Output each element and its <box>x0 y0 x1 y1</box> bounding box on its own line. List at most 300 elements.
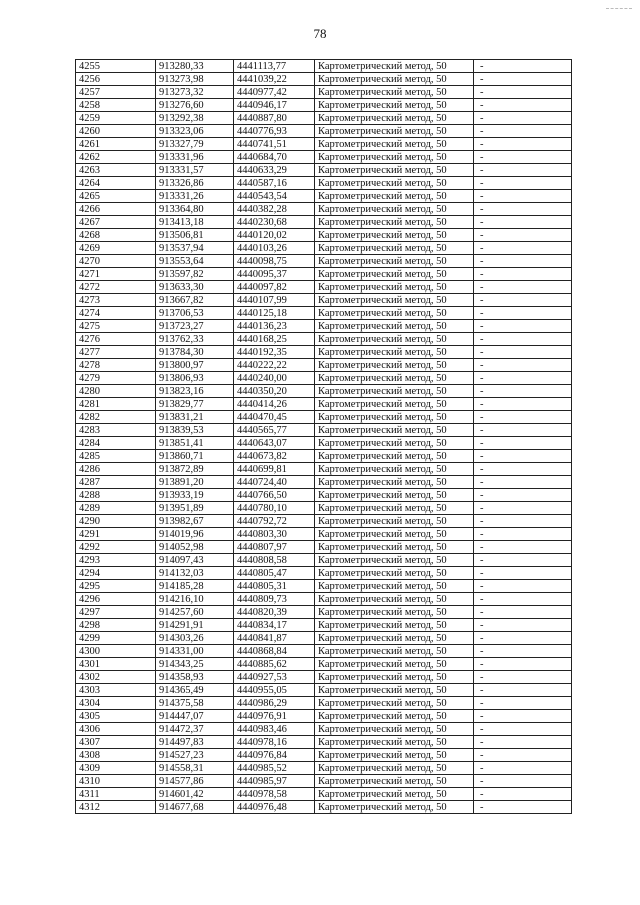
description-cell: - <box>474 658 572 671</box>
table-row <box>76 801 572 814</box>
x-coordinate-cell: 914019,96 <box>156 528 234 541</box>
coordinates-table-container <box>75 59 572 814</box>
table-row <box>76 86 572 99</box>
y-coordinate-cell: 4440976,48 <box>234 801 315 814</box>
y-coordinate-cell: 4440955,05 <box>234 684 315 697</box>
method-cell: Картометрический метод, 50 <box>315 528 474 541</box>
x-coordinate-cell: 913806,93 <box>156 372 234 385</box>
method-cell: Картометрический метод, 50 <box>315 684 474 697</box>
y-coordinate-cell: 4440927,53 <box>234 671 315 684</box>
description-cell: - <box>474 489 572 502</box>
x-coordinate-cell: 913537,94 <box>156 242 234 255</box>
y-coordinate-cell: 4440103,26 <box>234 242 315 255</box>
scan-mark <box>606 8 632 10</box>
description-cell: - <box>474 606 572 619</box>
table-row <box>76 138 572 151</box>
point-number-cell: 4277 <box>76 346 156 359</box>
x-coordinate-cell: 913276,60 <box>156 99 234 112</box>
table-row <box>76 164 572 177</box>
description-cell: - <box>474 801 572 814</box>
x-coordinate-cell: 913951,89 <box>156 502 234 515</box>
table-row <box>76 593 572 606</box>
table-row <box>76 788 572 801</box>
y-coordinate-cell: 4440803,30 <box>234 528 315 541</box>
point-number-cell: 4256 <box>76 73 156 86</box>
description-cell: - <box>474 710 572 723</box>
y-coordinate-cell: 4440805,31 <box>234 580 315 593</box>
y-coordinate-cell: 4440097,82 <box>234 281 315 294</box>
y-coordinate-cell: 4440885,62 <box>234 658 315 671</box>
x-coordinate-cell: 914497,83 <box>156 736 234 749</box>
table-row <box>76 736 572 749</box>
table-row <box>76 762 572 775</box>
point-number-cell: 4304 <box>76 697 156 710</box>
x-coordinate-cell: 913327,79 <box>156 138 234 151</box>
method-cell: Картометрический метод, 50 <box>315 398 474 411</box>
point-number-cell: 4255 <box>76 60 156 73</box>
x-coordinate-cell: 914257,60 <box>156 606 234 619</box>
description-cell: - <box>474 138 572 151</box>
point-number-cell: 4263 <box>76 164 156 177</box>
y-coordinate-cell: 4440978,58 <box>234 788 315 801</box>
method-cell: Картометрический метод, 50 <box>315 216 474 229</box>
table-row <box>76 749 572 762</box>
y-coordinate-cell: 4440985,52 <box>234 762 315 775</box>
point-number-cell: 4309 <box>76 762 156 775</box>
method-cell: Картометрический метод, 50 <box>315 320 474 333</box>
x-coordinate-cell: 913860,71 <box>156 450 234 463</box>
y-coordinate-cell: 4440841,87 <box>234 632 315 645</box>
table-row <box>76 229 572 242</box>
method-cell: Картометрический метод, 50 <box>315 502 474 515</box>
x-coordinate-cell: 913762,33 <box>156 333 234 346</box>
x-coordinate-cell: 914472,37 <box>156 723 234 736</box>
description-cell: - <box>474 294 572 307</box>
y-coordinate-cell: 4440983,46 <box>234 723 315 736</box>
description-cell: - <box>474 749 572 762</box>
coordinates-table-body <box>76 60 572 814</box>
y-coordinate-cell: 4440543,54 <box>234 190 315 203</box>
description-cell: - <box>474 424 572 437</box>
point-number-cell: 4267 <box>76 216 156 229</box>
point-number-cell: 4285 <box>76 450 156 463</box>
y-coordinate-cell: 4440382,28 <box>234 203 315 216</box>
table-row <box>76 281 572 294</box>
description-cell: - <box>474 619 572 632</box>
description-cell: - <box>474 203 572 216</box>
x-coordinate-cell: 914558,31 <box>156 762 234 775</box>
point-number-cell: 4283 <box>76 424 156 437</box>
method-cell: Картометрический метод, 50 <box>315 190 474 203</box>
table-row <box>76 125 572 138</box>
y-coordinate-cell: 4440792,72 <box>234 515 315 528</box>
x-coordinate-cell: 914375,58 <box>156 697 234 710</box>
point-number-cell: 4258 <box>76 99 156 112</box>
table-row <box>76 775 572 788</box>
point-number-cell: 4312 <box>76 801 156 814</box>
method-cell: Картометрический метод, 50 <box>315 554 474 567</box>
y-coordinate-cell: 4440136,23 <box>234 320 315 333</box>
point-number-cell: 4284 <box>76 437 156 450</box>
x-coordinate-cell: 913273,32 <box>156 86 234 99</box>
x-coordinate-cell: 914185,28 <box>156 580 234 593</box>
x-coordinate-cell: 914331,00 <box>156 645 234 658</box>
table-row <box>76 99 572 112</box>
x-coordinate-cell: 913723,27 <box>156 320 234 333</box>
point-number-cell: 4294 <box>76 567 156 580</box>
method-cell: Картометрический метод, 50 <box>315 645 474 658</box>
table-row <box>76 177 572 190</box>
point-number-cell: 4259 <box>76 112 156 125</box>
table-row <box>76 203 572 216</box>
table-row <box>76 255 572 268</box>
point-number-cell: 4297 <box>76 606 156 619</box>
y-coordinate-cell: 4440805,47 <box>234 567 315 580</box>
description-cell: - <box>474 502 572 515</box>
y-coordinate-cell: 4440976,91 <box>234 710 315 723</box>
method-cell: Картометрический метод, 50 <box>315 736 474 749</box>
y-coordinate-cell: 4440820,39 <box>234 606 315 619</box>
description-cell: - <box>474 99 572 112</box>
y-coordinate-cell: 4440776,93 <box>234 125 315 138</box>
point-number-cell: 4306 <box>76 723 156 736</box>
y-coordinate-cell: 4440946,17 <box>234 99 315 112</box>
point-number-cell: 4300 <box>76 645 156 658</box>
table-row <box>76 567 572 580</box>
method-cell: Картометрический метод, 50 <box>315 593 474 606</box>
method-cell: Картометрический метод, 50 <box>315 333 474 346</box>
table-row <box>76 554 572 567</box>
method-cell: Картометрический метод, 50 <box>315 489 474 502</box>
x-coordinate-cell: 914132,03 <box>156 567 234 580</box>
y-coordinate-cell: 4440098,75 <box>234 255 315 268</box>
point-number-cell: 4291 <box>76 528 156 541</box>
method-cell: Картометрический метод, 50 <box>315 372 474 385</box>
description-cell: - <box>474 333 572 346</box>
table-row <box>76 398 572 411</box>
table-row <box>76 645 572 658</box>
y-coordinate-cell: 4440125,18 <box>234 307 315 320</box>
y-coordinate-cell: 4440168,25 <box>234 333 315 346</box>
method-cell: Картометрический метод, 50 <box>315 567 474 580</box>
y-coordinate-cell: 4440977,42 <box>234 86 315 99</box>
y-coordinate-cell: 4440724,40 <box>234 476 315 489</box>
description-cell: - <box>474 580 572 593</box>
x-coordinate-cell: 914216,10 <box>156 593 234 606</box>
y-coordinate-cell: 4440741,51 <box>234 138 315 151</box>
table-row <box>76 372 572 385</box>
point-number-cell: 4299 <box>76 632 156 645</box>
method-cell: Картометрический метод, 50 <box>315 346 474 359</box>
description-cell: - <box>474 398 572 411</box>
y-coordinate-cell: 4441113,77 <box>234 60 315 73</box>
x-coordinate-cell: 913851,41 <box>156 437 234 450</box>
y-coordinate-cell: 4440350,20 <box>234 385 315 398</box>
point-number-cell: 4279 <box>76 372 156 385</box>
y-coordinate-cell: 4440643,07 <box>234 437 315 450</box>
description-cell: - <box>474 450 572 463</box>
description-cell: - <box>474 554 572 567</box>
description-cell: - <box>474 593 572 606</box>
point-number-cell: 4280 <box>76 385 156 398</box>
method-cell: Картометрический метод, 50 <box>315 450 474 463</box>
x-coordinate-cell: 914601,42 <box>156 788 234 801</box>
method-cell: Картометрический метод, 50 <box>315 476 474 489</box>
x-coordinate-cell: 913800,97 <box>156 359 234 372</box>
point-number-cell: 4262 <box>76 151 156 164</box>
method-cell: Картометрический метод, 50 <box>315 307 474 320</box>
point-number-cell: 4271 <box>76 268 156 281</box>
coordinates-table <box>75 59 572 814</box>
table-row <box>76 359 572 372</box>
description-cell: - <box>474 372 572 385</box>
method-cell: Картометрический метод, 50 <box>315 697 474 710</box>
table-row <box>76 502 572 515</box>
x-coordinate-cell: 913633,30 <box>156 281 234 294</box>
x-coordinate-cell: 913364,80 <box>156 203 234 216</box>
description-cell: - <box>474 567 572 580</box>
y-coordinate-cell: 4440986,29 <box>234 697 315 710</box>
description-cell: - <box>474 541 572 554</box>
y-coordinate-cell: 4440470,45 <box>234 411 315 424</box>
method-cell: Картометрический метод, 50 <box>315 177 474 190</box>
description-cell: - <box>474 281 572 294</box>
table-row <box>76 606 572 619</box>
x-coordinate-cell: 914447,07 <box>156 710 234 723</box>
table-row <box>76 684 572 697</box>
method-cell: Картометрический метод, 50 <box>315 112 474 125</box>
x-coordinate-cell: 913597,82 <box>156 268 234 281</box>
x-coordinate-cell: 913280,33 <box>156 60 234 73</box>
description-cell: - <box>474 723 572 736</box>
y-coordinate-cell: 4440565,77 <box>234 424 315 437</box>
table-row <box>76 710 572 723</box>
table-row <box>76 658 572 671</box>
description-cell: - <box>474 437 572 450</box>
table-row <box>76 671 572 684</box>
method-cell: Картометрический метод, 50 <box>315 359 474 372</box>
x-coordinate-cell: 914303,26 <box>156 632 234 645</box>
x-coordinate-cell: 914365,49 <box>156 684 234 697</box>
table-row <box>76 151 572 164</box>
x-coordinate-cell: 914577,86 <box>156 775 234 788</box>
table-row <box>76 476 572 489</box>
x-coordinate-cell: 914052,98 <box>156 541 234 554</box>
method-cell: Картометрический метод, 50 <box>315 294 474 307</box>
description-cell: - <box>474 671 572 684</box>
x-coordinate-cell: 913326,86 <box>156 177 234 190</box>
point-number-cell: 4268 <box>76 229 156 242</box>
point-number-cell: 4260 <box>76 125 156 138</box>
point-number-cell: 4307 <box>76 736 156 749</box>
y-coordinate-cell: 4440095,37 <box>234 268 315 281</box>
point-number-cell: 4295 <box>76 580 156 593</box>
method-cell: Картометрический метод, 50 <box>315 424 474 437</box>
x-coordinate-cell: 913829,77 <box>156 398 234 411</box>
table-row <box>76 463 572 476</box>
method-cell: Картометрический метод, 50 <box>315 385 474 398</box>
y-coordinate-cell: 4440780,10 <box>234 502 315 515</box>
method-cell: Картометрический метод, 50 <box>315 515 474 528</box>
table-row <box>76 294 572 307</box>
x-coordinate-cell: 913331,57 <box>156 164 234 177</box>
table-row <box>76 333 572 346</box>
table-row <box>76 450 572 463</box>
x-coordinate-cell: 913506,81 <box>156 229 234 242</box>
point-number-cell: 4286 <box>76 463 156 476</box>
point-number-cell: 4264 <box>76 177 156 190</box>
y-coordinate-cell: 4440809,73 <box>234 593 315 606</box>
x-coordinate-cell: 913331,26 <box>156 190 234 203</box>
table-row <box>76 73 572 86</box>
table-row <box>76 424 572 437</box>
table-row <box>76 112 572 125</box>
method-cell: Картометрический метод, 50 <box>315 125 474 138</box>
point-number-cell: 4292 <box>76 541 156 554</box>
description-cell: - <box>474 255 572 268</box>
description-cell: - <box>474 528 572 541</box>
table-row <box>76 697 572 710</box>
point-number-cell: 4282 <box>76 411 156 424</box>
method-cell: Картометрический метод, 50 <box>315 229 474 242</box>
description-cell: - <box>474 307 572 320</box>
description-cell: - <box>474 320 572 333</box>
point-number-cell: 4290 <box>76 515 156 528</box>
x-coordinate-cell: 914343,25 <box>156 658 234 671</box>
y-coordinate-cell: 4440673,82 <box>234 450 315 463</box>
table-row <box>76 619 572 632</box>
description-cell: - <box>474 645 572 658</box>
point-number-cell: 4298 <box>76 619 156 632</box>
table-row <box>76 385 572 398</box>
y-coordinate-cell: 4440107,99 <box>234 294 315 307</box>
y-coordinate-cell: 4440766,50 <box>234 489 315 502</box>
method-cell: Картометрический метод, 50 <box>315 255 474 268</box>
x-coordinate-cell: 913831,21 <box>156 411 234 424</box>
x-coordinate-cell: 913706,53 <box>156 307 234 320</box>
table-row <box>76 346 572 359</box>
method-cell: Картометрический метод, 50 <box>315 749 474 762</box>
y-coordinate-cell: 4440240,00 <box>234 372 315 385</box>
description-cell: - <box>474 73 572 86</box>
description-cell: - <box>474 112 572 125</box>
method-cell: Картометрический метод, 50 <box>315 710 474 723</box>
table-row <box>76 60 572 73</box>
table-row <box>76 515 572 528</box>
table-row <box>76 268 572 281</box>
table-row <box>76 411 572 424</box>
table-row <box>76 580 572 593</box>
point-number-cell: 4274 <box>76 307 156 320</box>
description-cell: - <box>474 762 572 775</box>
x-coordinate-cell: 913667,82 <box>156 294 234 307</box>
table-row <box>76 307 572 320</box>
method-cell: Картометрический метод, 50 <box>315 242 474 255</box>
y-coordinate-cell: 4440868,84 <box>234 645 315 658</box>
y-coordinate-cell: 4440633,29 <box>234 164 315 177</box>
x-coordinate-cell: 913933,19 <box>156 489 234 502</box>
y-coordinate-cell: 4440985,97 <box>234 775 315 788</box>
y-coordinate-cell: 4441039,22 <box>234 73 315 86</box>
description-cell: - <box>474 788 572 801</box>
point-number-cell: 4257 <box>76 86 156 99</box>
description-cell: - <box>474 190 572 203</box>
method-cell: Картометрический метод, 50 <box>315 164 474 177</box>
x-coordinate-cell: 913982,67 <box>156 515 234 528</box>
x-coordinate-cell: 914527,23 <box>156 749 234 762</box>
y-coordinate-cell: 4440222,22 <box>234 359 315 372</box>
method-cell: Картометрический метод, 50 <box>315 632 474 645</box>
point-number-cell: 4302 <box>76 671 156 684</box>
description-cell: - <box>474 86 572 99</box>
description-cell: - <box>474 125 572 138</box>
x-coordinate-cell: 913273,98 <box>156 73 234 86</box>
point-number-cell: 4266 <box>76 203 156 216</box>
point-number-cell: 4278 <box>76 359 156 372</box>
description-cell: - <box>474 268 572 281</box>
description-cell: - <box>474 515 572 528</box>
method-cell: Картометрический метод, 50 <box>315 580 474 593</box>
description-cell: - <box>474 632 572 645</box>
y-coordinate-cell: 4440976,84 <box>234 749 315 762</box>
description-cell: - <box>474 385 572 398</box>
table-row <box>76 242 572 255</box>
description-cell: - <box>474 177 572 190</box>
method-cell: Картометрический метод, 50 <box>315 723 474 736</box>
method-cell: Картометрический метод, 50 <box>315 762 474 775</box>
method-cell: Картометрический метод, 50 <box>315 86 474 99</box>
method-cell: Картометрический метод, 50 <box>315 606 474 619</box>
description-cell: - <box>474 463 572 476</box>
method-cell: Картометрический метод, 50 <box>315 463 474 476</box>
table-row <box>76 723 572 736</box>
description-cell: - <box>474 684 572 697</box>
point-number-cell: 4276 <box>76 333 156 346</box>
x-coordinate-cell: 914291,91 <box>156 619 234 632</box>
x-coordinate-cell: 913872,89 <box>156 463 234 476</box>
method-cell: Картометрический метод, 50 <box>315 73 474 86</box>
point-number-cell: 4310 <box>76 775 156 788</box>
y-coordinate-cell: 4440807,97 <box>234 541 315 554</box>
method-cell: Картометрический метод, 50 <box>315 151 474 164</box>
method-cell: Картометрический метод, 50 <box>315 788 474 801</box>
point-number-cell: 4272 <box>76 281 156 294</box>
method-cell: Картометрический метод, 50 <box>315 437 474 450</box>
y-coordinate-cell: 4440978,16 <box>234 736 315 749</box>
description-cell: - <box>474 242 572 255</box>
method-cell: Картометрический метод, 50 <box>315 671 474 684</box>
method-cell: Картометрический метод, 50 <box>315 619 474 632</box>
method-cell: Картометрический метод, 50 <box>315 775 474 788</box>
method-cell: Картометрический метод, 50 <box>315 658 474 671</box>
description-cell: - <box>474 346 572 359</box>
description-cell: - <box>474 697 572 710</box>
description-cell: - <box>474 216 572 229</box>
method-cell: Картометрический метод, 50 <box>315 541 474 554</box>
description-cell: - <box>474 164 572 177</box>
y-coordinate-cell: 4440699,81 <box>234 463 315 476</box>
description-cell: - <box>474 775 572 788</box>
point-number-cell: 4311 <box>76 788 156 801</box>
table-row <box>76 632 572 645</box>
point-number-cell: 4308 <box>76 749 156 762</box>
method-cell: Картометрический метод, 50 <box>315 203 474 216</box>
x-coordinate-cell: 914677,68 <box>156 801 234 814</box>
method-cell: Картометрический метод, 50 <box>315 801 474 814</box>
x-coordinate-cell: 913292,38 <box>156 112 234 125</box>
x-coordinate-cell: 913784,30 <box>156 346 234 359</box>
y-coordinate-cell: 4440587,16 <box>234 177 315 190</box>
